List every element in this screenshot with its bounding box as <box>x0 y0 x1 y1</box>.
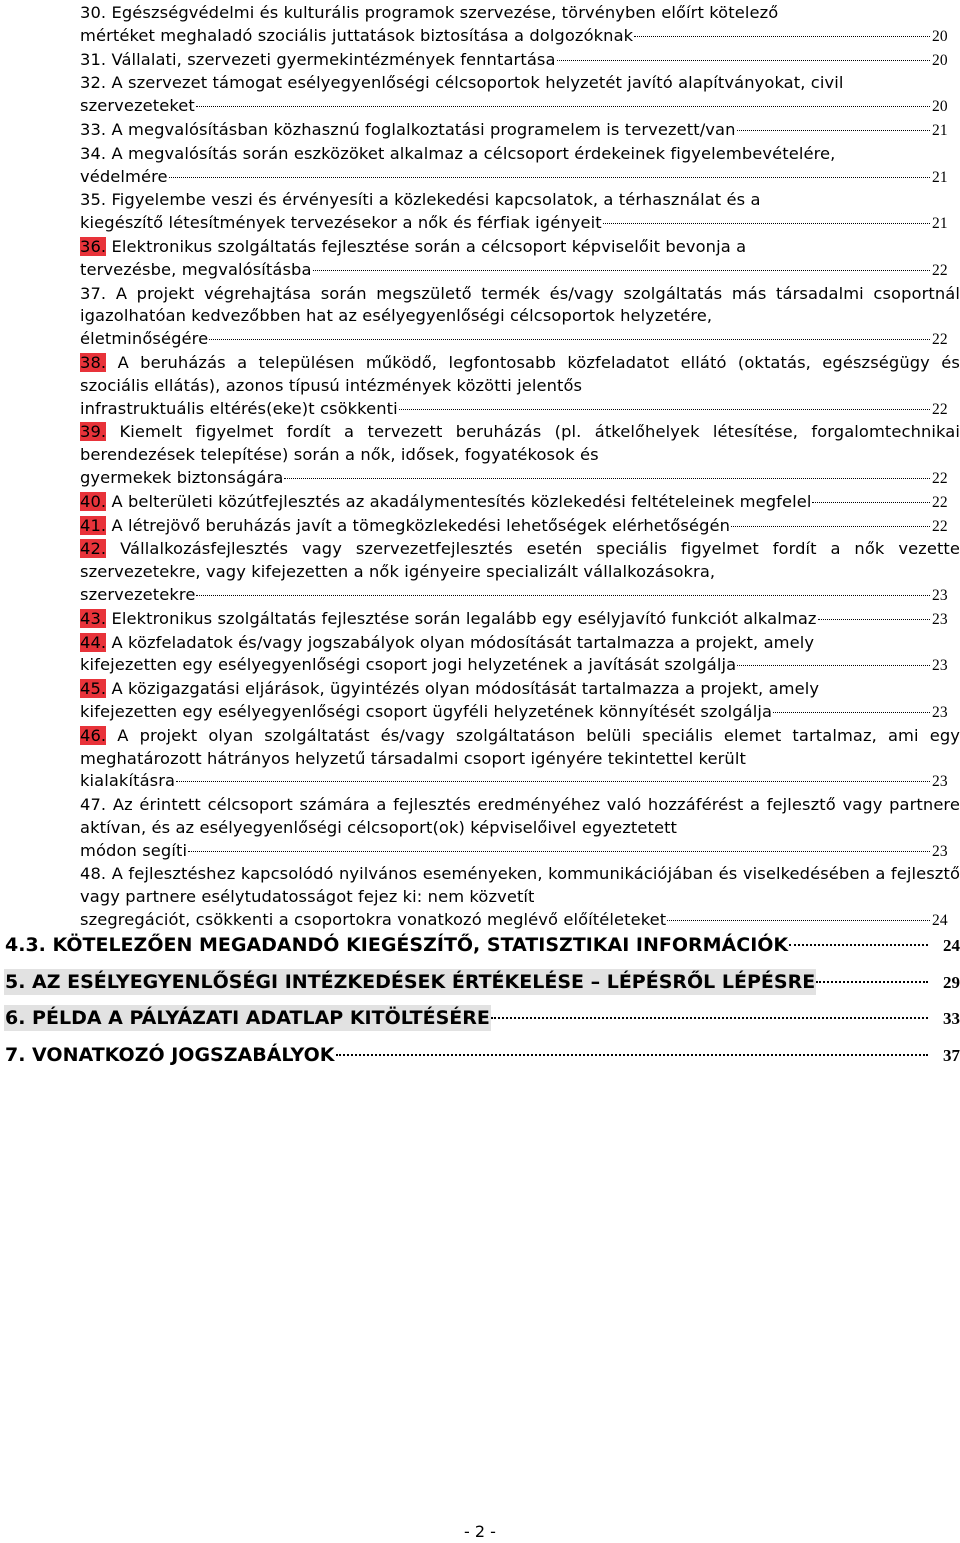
toc-entry-number: 44. <box>80 632 107 652</box>
toc-entry-text <box>80 632 960 655</box>
toc-entry-title-text: szervezeteket <box>80 96 195 116</box>
dot-leader <box>313 270 930 271</box>
toc-chapter-page: 37 <box>943 1045 960 1065</box>
toc-entry-page: 20 <box>932 27 948 45</box>
toc-entry-title <box>80 328 208 351</box>
dot-leader <box>188 851 930 852</box>
toc-entry-line: viselkedésében a fejlesztő vagy partnere esélytudatosságot fejez ki: nem közvetít <box>80 864 960 907</box>
dot-leader <box>399 409 930 410</box>
toc-entry-line: ami egy meghatározott hátrányos helyzetű társadalmi csoport igényére tekintettel került <box>80 725 960 768</box>
toc-entry-number: 47. <box>80 795 107 815</box>
toc-entry[interactable] <box>80 2 960 49</box>
dot-leader <box>816 981 928 983</box>
toc-entry-text <box>80 72 960 95</box>
toc-entry-last-line <box>80 701 960 725</box>
toc-entry-text <box>80 189 960 212</box>
dot-leader <box>557 60 930 61</box>
toc-entry-line: Egészségvédelmi és kulturális programok szervezése, törvényben előírt kötelező <box>111 3 779 22</box>
toc-entry[interactable] <box>80 72 960 119</box>
toc-entry-title-text: mértéket meghaladó szociális juttatások biztosítása a dolgozóknak <box>80 25 634 45</box>
toc-entry[interactable] <box>80 421 960 490</box>
toc-chapter-page: 33 <box>943 1009 960 1028</box>
toc-entry-last-line <box>80 770 960 794</box>
toc-entry-last-line <box>80 119 960 143</box>
toc-entry-page: 21 <box>932 215 948 233</box>
toc-entry-title <box>80 259 312 282</box>
toc-entry-last-line <box>80 49 960 73</box>
toc-entry[interactable] <box>80 608 960 632</box>
dot-leader <box>336 1054 928 1056</box>
toc-entry-title <box>80 398 398 421</box>
toc-entry-text <box>80 794 960 840</box>
toc-entry-page: 23 <box>932 842 948 860</box>
toc-entry-page: 22 <box>932 493 948 511</box>
toc-entry[interactable] <box>80 538 960 607</box>
toc-entry-last-line <box>80 515 960 539</box>
toc-entry[interactable] <box>80 283 960 352</box>
toc-entry-line: A beruházás a településen működő, legfontosabb közfeladatot ellátó (oktatás, <box>117 352 811 372</box>
toc-entry-page: 23 <box>932 586 948 604</box>
dot-leader <box>789 944 928 946</box>
toc-entry-number: 39. <box>80 422 107 442</box>
toc-entry-line: Kiemelt figyelmet fordít a tervezett beruházás (pl. átkelőhelyek létesítése, <box>119 422 799 442</box>
toc-entry-title-text: gyermekek biztonságára <box>80 467 284 487</box>
toc-entry[interactable] <box>80 863 960 932</box>
toc-entry-last-line <box>80 654 960 678</box>
toc-entry-last-line <box>80 166 960 190</box>
toc-entry-title-text: módon segíti <box>80 840 188 860</box>
toc-entry[interactable] <box>80 632 960 679</box>
dot-leader <box>491 1017 928 1019</box>
toc-entry-page: 23 <box>932 773 948 791</box>
toc-entry-number: 33. <box>80 119 107 139</box>
toc-entry-number: 38. <box>80 352 107 372</box>
toc-entry-title-text: védelmére <box>80 166 168 186</box>
toc-entry-line: csoportnál igazolhatóan kedvezőbben hat az esélyegyenlőségi célcsoportok helyzetére, <box>80 283 960 326</box>
toc-entry-title <box>80 212 602 235</box>
toc-chapter-list <box>4 932 960 1078</box>
toc-entry-title <box>80 840 187 863</box>
toc-entry-title-text: életminőségére <box>80 329 209 349</box>
toc-entry-title-text: kifejezetten egy esélyegyenlőségi csoport jogi helyzetének a javítását szolgálja <box>80 655 737 675</box>
dot-leader <box>176 781 930 782</box>
dot-leader <box>284 478 930 479</box>
toc-entry-page: 22 <box>932 331 948 349</box>
toc-entry-last-line <box>80 328 960 352</box>
toc-entry-text <box>80 143 960 166</box>
toc-entry-title-text: infrastruktuális eltérés(eke)t csökkenti <box>80 398 398 418</box>
toc-entry-number: 36. <box>80 236 107 256</box>
toc-entry-text <box>80 236 960 259</box>
toc-entry-title <box>80 584 195 607</box>
toc-entry-page: 21 <box>932 168 948 186</box>
toc-entry-page: 20 <box>932 98 948 116</box>
toc-entry-number: 35. <box>80 190 107 210</box>
dot-leader <box>737 130 930 131</box>
toc-entry-title-text: Vállalati, szervezeti gyermekintézmények fenntartása <box>111 49 556 69</box>
toc-entry-text <box>80 421 960 467</box>
toc-entry-text <box>80 678 960 701</box>
dot-leader <box>731 526 930 527</box>
toc-chapter[interactable] <box>4 1005 960 1032</box>
toc-entry-last-line <box>80 259 960 283</box>
toc-entry-line: A közigazgatási eljárások, ügyintézés olyan módosítását tartalmazza a projekt, amely <box>111 679 820 699</box>
toc-entry[interactable] <box>80 491 960 515</box>
toc-entry-page: 22 <box>932 400 948 418</box>
toc-entry-title <box>80 654 736 677</box>
toc-entry-last-line <box>80 608 960 632</box>
toc-entry-last-line <box>80 95 960 119</box>
toc-chapter[interactable] <box>4 1042 960 1069</box>
toc-entry-title-text: kialakításra <box>80 771 176 791</box>
toc-entry-page: 23 <box>932 657 948 675</box>
toc-entry-page: 23 <box>932 703 948 721</box>
toc-entry[interactable] <box>80 49 960 73</box>
toc-entry-line: A szervezet támogat esélyegyenlőségi célcsoportok helyzetét javító alapítványokat, civil <box>111 73 844 93</box>
toc-entry-number: 34. <box>80 143 107 163</box>
toc-entry-title-text: kiegészítő létesítmények tervezésekor a nők és férfiak igényeit <box>80 213 602 233</box>
toc-entry-title-text: szervezetekre <box>80 584 196 604</box>
toc-entry-line: Az érintett célcsoport számára a fejlesztés eredményéhez való hozzáférést a fejlesztő <box>112 795 836 815</box>
toc-chapter-title: 6. PÉLDA A PÁLYÁZATI ADATLAP KITÖLTÉSÉRE <box>5 1007 490 1029</box>
toc-entry[interactable] <box>80 236 960 283</box>
toc-entry-line: Elektronikus szolgáltatás fejlesztése során a célcsoport képviselőit bevonja a <box>111 236 747 256</box>
toc-entry-page: 20 <box>932 51 948 69</box>
toc-entry-page: 21 <box>932 121 948 139</box>
toc-entry-text <box>80 725 960 771</box>
toc-entry-last-line <box>80 840 960 864</box>
dot-leader <box>818 619 930 620</box>
toc-entry-last-line <box>80 909 960 933</box>
toc-chapter[interactable] <box>4 969 960 996</box>
toc-entry-page: 22 <box>932 517 948 535</box>
toc-entry-line: Vállalkozásfejlesztés vagy szervezetfejlesztés esetén speciális figyelmet fordít a nők <box>120 539 885 559</box>
toc-entry[interactable] <box>80 143 960 190</box>
toc-entry-title-text: Elektronikus szolgáltatás fejlesztése során legalább egy esélyjavító funkciót alkalmaz <box>111 608 817 628</box>
toc-entry-title-text: tervezésbe, megvalósításba <box>80 259 312 279</box>
toc-entry-title <box>80 25 633 48</box>
toc-entry-text <box>80 2 960 25</box>
toc-entry-title <box>80 119 736 142</box>
toc-entry-number: 43. <box>80 608 107 628</box>
toc-chapter-page: 29 <box>943 972 960 992</box>
toc-chapter[interactable] <box>4 932 960 959</box>
toc-entry-title-text: kifejezetten egy esélyegyenlőségi csoport ügyféli helyzetének könnyítését szolgálja <box>80 701 773 721</box>
toc-entry-line: A fejlesztéshez kapcsolódó nyilvános eseményeken, kommunikációjában és <box>111 864 738 884</box>
toc-entry-title <box>80 515 730 538</box>
toc-entry-page: 22 <box>932 261 948 279</box>
toc-entry-number: 40. <box>80 491 107 511</box>
toc-entry-page: 24 <box>932 912 948 930</box>
toc-entry-number: 30. <box>80 3 107 22</box>
toc-entry-last-line <box>80 467 960 491</box>
toc-entry-title <box>80 95 195 118</box>
dot-leader <box>737 665 930 666</box>
toc-entry-number: 32. <box>80 73 107 93</box>
toc-entry-last-line <box>80 491 960 515</box>
toc-chapter-title: 4.3. KÖTELEZŐEN MEGADANDÓ KIEGÉSZÍTŐ, STATISZTIKAI INFORMÁCIÓK <box>5 934 789 956</box>
toc-entry-text <box>80 863 960 909</box>
toc-entry-title <box>80 608 817 631</box>
toc-entry-line: A közfeladatok és/vagy jogszabályok olyan módosítását tartalmazza a projekt, amely <box>111 632 815 652</box>
toc-entry-line: forgalomtechnikai berendezések telepítése) során a nők, idősek, fogyatékosok és <box>80 422 960 465</box>
toc-entry-number: 46. <box>80 725 107 745</box>
toc-entry-title <box>80 491 811 514</box>
dot-leader <box>169 177 930 178</box>
toc-entry-title <box>80 701 772 724</box>
toc-entry[interactable] <box>80 119 960 143</box>
toc-entry-page: 23 <box>932 610 948 628</box>
toc-entry-line: vezette szervezetekre, vagy kifejezetten a nők igényeire specializált vállalkozásokra, <box>80 539 960 582</box>
dot-leader <box>209 339 930 340</box>
toc-entry[interactable] <box>80 189 960 236</box>
toc-entry-last-line <box>80 25 960 49</box>
toc-entry-number: 31. <box>80 49 107 69</box>
toc-entry-last-line <box>80 584 960 608</box>
toc-entry-line: A projekt végrehajtása során megszülető termék és/vagy szolgáltatás más társadalmi <box>115 283 864 303</box>
toc-entry-title-text: A belterületi közútfejlesztés az akadálymentesítés közlekedési feltételeinek megfelel <box>111 491 812 511</box>
dot-leader <box>603 223 930 224</box>
page-number: - 2 - <box>464 1522 496 1541</box>
toc-entry[interactable] <box>80 678 960 725</box>
dot-leader <box>667 920 930 921</box>
toc-entry-number: 37. <box>80 283 107 303</box>
toc-entry-number: 48. <box>80 864 107 884</box>
toc-entry-page: 22 <box>932 469 948 487</box>
toc-entry-text <box>80 283 960 329</box>
toc-chapter-title: 5. AZ ESÉLYEGYENLŐSÉGI INTÉZKEDÉSEK ÉRTÉKELÉSE – LÉPÉSRŐL LÉPÉSRE <box>5 970 816 993</box>
dot-leader <box>196 595 930 596</box>
toc-entry-line: A projekt olyan szolgáltatást és/vagy szolgáltatáson belüli speciális elemet tartalmaz, <box>117 725 877 745</box>
dot-leader <box>196 106 930 107</box>
toc-entry-title <box>80 467 283 490</box>
toc-entry[interactable] <box>80 794 960 863</box>
toc-entry-title-text: A létrejövő beruházás javít a tömegközlekedési lehetőségek elérhetőségén <box>111 515 731 535</box>
toc-entry-title-text: szegregációt, csökkenti a csoportokra vonatkozó meglévő előítéleteket <box>80 910 667 930</box>
toc-entry-line: egészségügy és szociális ellátás), azonos típusú intézmények közötti jelentős <box>80 352 960 395</box>
toc-entry-title <box>80 49 556 72</box>
toc-entry[interactable] <box>80 725 960 794</box>
toc-entry-line: Figyelembe veszi és érvényesíti a közlekedési kapcsolatok, a térhasználat és a <box>111 190 761 210</box>
toc-entry-last-line <box>80 398 960 422</box>
toc-entry-last-line <box>80 212 960 236</box>
toc-entry-line: A megvalósítás során eszközöket alkalmaz a célcsoport érdekeinek figyelembevételére, <box>111 143 836 163</box>
toc-entry-number: 45. <box>80 679 107 699</box>
toc-entry[interactable] <box>80 352 960 421</box>
toc-chapter-title: 7. VONATKOZÓ JOGSZABÁLYOK <box>5 1043 335 1066</box>
toc-entry-text <box>80 538 960 584</box>
toc-subsection-list <box>80 2 960 933</box>
dot-leader <box>634 36 930 37</box>
dot-leader <box>812 502 930 503</box>
toc-entry-text <box>80 352 960 398</box>
toc-entry-line: vagy partnere aktívan, és az esélyegyenlőségi célcsoport(ok) képviselőivel egyeztetett <box>80 795 960 837</box>
toc-entry-title <box>80 770 175 793</box>
toc-entry-title <box>80 166 168 189</box>
dot-leader <box>773 712 930 713</box>
toc-entry-number: 41. <box>80 515 107 535</box>
toc-entry[interactable] <box>80 515 960 539</box>
toc-chapter-page: 24 <box>943 936 960 955</box>
toc-entry-title-text: A megvalósításban közhasznú foglalkoztatási programelem is tervezett/van <box>111 119 736 139</box>
toc-entry-number: 42. <box>80 539 107 559</box>
toc-entry-title <box>80 909 666 932</box>
